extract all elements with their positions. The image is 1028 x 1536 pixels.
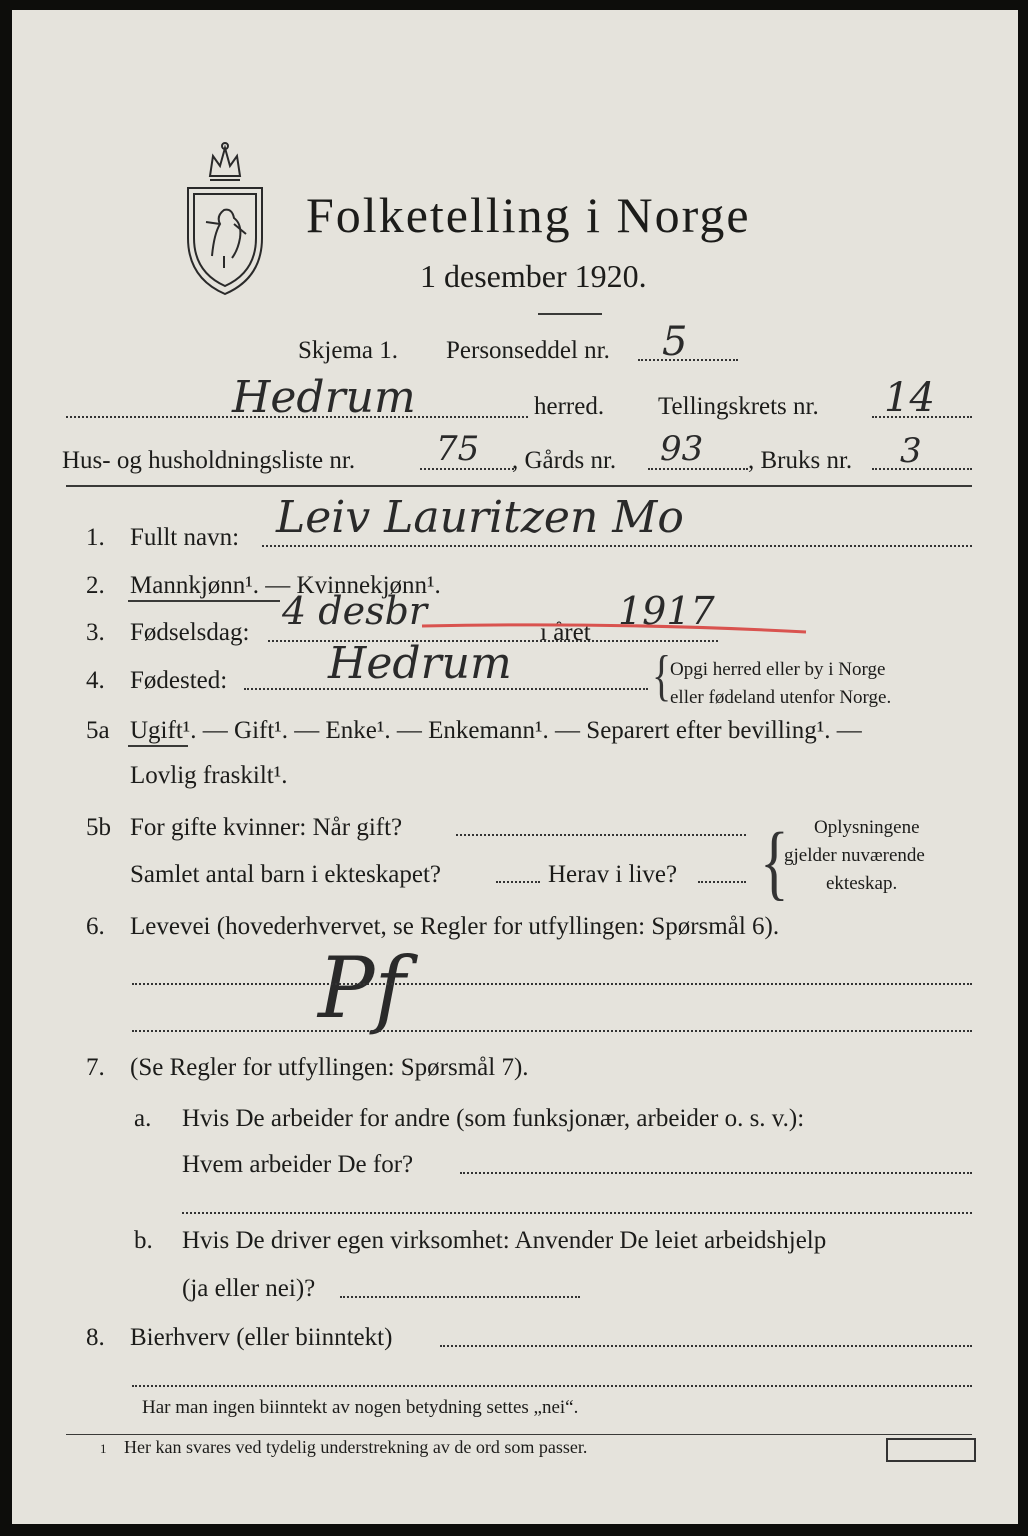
q3-number: 3. <box>86 619 105 646</box>
husliste-label: Hus- og husholdningsliste nr. <box>62 447 356 474</box>
q5b-number: 5b <box>86 814 111 841</box>
header-divider <box>66 485 972 487</box>
printer-stamp <box>886 1438 976 1462</box>
q8-answer-line1 <box>440 1345 972 1347</box>
q7a-line1: Hvis De arbeider for andre (som funksjonær, arbeider o. s. v.): <box>182 1105 805 1132</box>
footnote-mark: 1 <box>100 1441 107 1456</box>
q3-day-value: 4 desbr <box>282 589 428 633</box>
q5a-underline-mark <box>128 745 188 747</box>
q2-number: 2. <box>86 572 105 599</box>
q7b-answer-line <box>340 1296 580 1298</box>
q7a-answer-line2 <box>182 1212 972 1214</box>
gards-value: 93 <box>660 429 704 469</box>
q5b-note-brace: { <box>760 815 789 909</box>
q5b-line2 <box>496 881 540 883</box>
bruks-label: , Bruks nr. <box>748 447 853 474</box>
q7b-marker: b. <box>134 1227 153 1254</box>
q7a-marker: a. <box>134 1105 152 1132</box>
herred-label: herred. <box>534 393 605 420</box>
q2-label: Mannkjønn¹. — Kvinnekjønn¹. <box>130 572 441 599</box>
q4-number: 4. <box>86 667 105 694</box>
footnote-text: Her kan svares ved tydelig understrekning av de ord som passer. <box>124 1437 588 1457</box>
personseddel-label: Personseddel nr. <box>446 337 610 364</box>
husliste-value: 75 <box>436 429 480 469</box>
q5b-label3: Herav i live? <box>548 861 678 888</box>
q6-line2 <box>132 1030 972 1032</box>
census-date: 1 desember 1920. <box>420 258 647 294</box>
q5b-note-line2: gjelder nuværende <box>784 845 925 866</box>
q1-line <box>262 545 972 547</box>
coat-of-arms-icon <box>180 138 270 298</box>
q5b-label1: For gifte kvinner: Når gift? <box>130 814 403 841</box>
q1-label: Fullt navn: <box>130 524 240 551</box>
skjema-label: Skjema 1. <box>298 337 398 364</box>
q5b-note-line3: ekteskap. <box>826 873 898 894</box>
q4-note-brace: { <box>652 643 672 707</box>
q7a-line2: Hvem arbeider De for? <box>182 1151 414 1178</box>
q5a-number: 5a <box>86 717 110 744</box>
q4-note-line1: Opgi herred eller by i Norge <box>670 659 886 680</box>
herred-value: Hedrum <box>232 372 416 423</box>
biinntekt-note: Har man ingen biinntekt av nogen betydning settes „nei“. <box>142 1397 579 1418</box>
q5b-line3 <box>698 881 746 883</box>
q3-year-value: 1917 <box>618 589 715 633</box>
q7a-answer-line1 <box>460 1172 972 1174</box>
q5a-line1: Ugift¹. — Gift¹. — Enke¹. — Enkemann¹. — Separert efter bevilling¹. — <box>130 717 862 744</box>
q7-number: 7. <box>86 1054 105 1081</box>
q5b-line1 <box>456 834 746 836</box>
q6-line1 <box>132 983 972 985</box>
title-divider <box>538 313 602 315</box>
gards-label: , Gårds nr. <box>512 447 617 474</box>
q6-number: 6. <box>86 913 105 940</box>
footnote-divider <box>66 1434 972 1435</box>
q5b-note-line1: Oplysningene <box>814 817 920 838</box>
q6-label: Levevei (hovederhvervet, se Regler for utfyllingen: Spørsmål 6). <box>130 913 780 940</box>
q7b-line2: (ja eller nei)? <box>182 1275 316 1302</box>
q4-note-line2: eller fødeland utenfor Norge. <box>670 687 892 708</box>
q3-label: Fødselsdag: <box>130 619 250 646</box>
q5a-line2: Lovlig fraskilt¹. <box>130 762 288 789</box>
q6-value: Pf <box>318 939 406 1037</box>
q7b-line1: Hvis De driver egen virksomhet: Anvender De leiet arbeidshjelp <box>182 1227 827 1254</box>
personseddel-value: 5 <box>662 319 688 365</box>
q8-answer-line2 <box>132 1385 972 1387</box>
q2-underline-mark <box>128 600 280 602</box>
bruks-value: 3 <box>900 431 922 471</box>
q5b-label2: Samlet antal barn i ekteskapet? <box>130 861 441 888</box>
tellingskrets-value: 14 <box>884 375 935 421</box>
q7-label: (Se Regler for utfyllingen: Spørsmål 7). <box>130 1054 529 1081</box>
q4-value: Hedrum <box>328 638 512 689</box>
personseddel-line <box>638 359 738 361</box>
tellingskrets-label: Tellingskrets nr. <box>658 393 819 420</box>
bruks-line <box>872 468 972 470</box>
q8-number: 8. <box>86 1324 105 1351</box>
q8-label: Bierhverv (eller biinntekt) <box>130 1324 393 1351</box>
q4-label: Fødested: <box>130 667 228 694</box>
q1-number: 1. <box>86 524 105 551</box>
q3-year-label: i året <box>540 619 591 646</box>
form-title: Folketelling i Norge <box>306 187 751 243</box>
q1-value: Leiv Lauritzen Mo <box>276 492 684 543</box>
